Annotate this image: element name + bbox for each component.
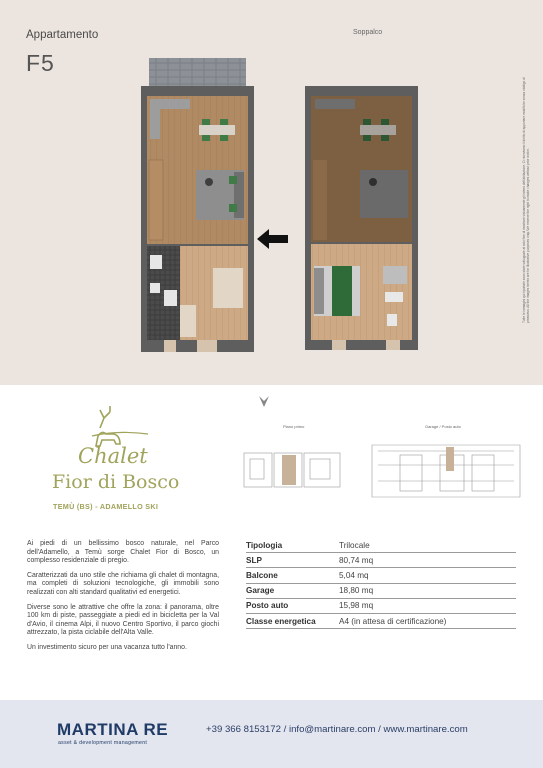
table-row [246,598,516,613]
spec-label: Tipologia [246,538,339,553]
spec-label: Classe energetica [246,613,339,628]
table-row [246,583,516,598]
compass-icon [258,395,270,409]
spec-value: 80,74 mq [339,553,516,568]
brand-tagline: asset & development management [58,740,148,746]
table-row [246,538,516,553]
logo-line3: TEMÙ (BS) - ADAMELLO SKI [53,502,159,511]
spec-value: 5,04 mq [339,568,516,583]
table-row [246,613,516,628]
logo-line2: Fior di Bosco [52,471,180,493]
spec-value: Trilocale [339,538,516,553]
logo-line1: Chalet [78,444,148,468]
apartment-plan [141,58,254,352]
disclaimer: Tutte le immagini qui riportate sono state sviluppate al solo fine di mostrare visivamente gli interni dell'abitazione. Ci riserviamo il diritto di apportare modifiche senza obbligo di preavviso. All the images herein are for illustrative purposes only. We reserve the right to make changes without prior notice. [522,77,530,323]
key-plan-floor-label: Piano primo [283,424,305,429]
specs-table [246,538,516,629]
loft-label: Soppalco [353,29,383,36]
spec-value: 18,80 mq [339,583,516,598]
balcony [149,58,246,88]
arrow-left-icon [257,229,289,249]
spec-label: SLP [246,553,339,568]
table-row [246,568,516,583]
key-plan-garage-label: Garage / Posto auto [425,424,461,429]
description-paragraph: Diverse sono le attrattive che offre la zona: il panorama, oltre 100 km di piste, passeggiate a piedi ed in bicicletta per la Val d'Avio, il cinema Alpi, il nuovo Centro Sportivo, il parco giochi attrezzato, la pista ciclabile dell'Alta Valle. [27,603,219,637]
contact-info: +39 366 8153172 / info@martinare.com / www.martinare.com [206,724,468,735]
description [27,540,219,659]
key-plan-highlight [282,455,296,485]
key-plan-drawing [240,435,530,505]
loft-plan [305,86,418,350]
description-paragraph: Caratterizzati da uno stile che richiama gli chalet di montagna, ma completi di soluzioni tecnologiche, gli immobili sono realizzati con alti standard qualitativi ed energetici. [27,571,219,596]
apartment-label: Appartamento [26,29,99,41]
description-paragraph: Ai piedi di un bellissimo bosco naturale, nel Parco dell'Adamello, a Temù sorge Chalet Fior di Bosco, un complesso residenziale di pregio. [27,540,219,565]
description-paragraph: Un investimento sicuro per una vacanza tutto l'anno. [27,643,187,651]
spec-label: Garage [246,583,339,598]
spec-label: Posto auto [246,598,339,613]
spec-value: A4 (in attesa di certificazione) [339,613,516,628]
spec-value: 15,98 mq [339,598,516,613]
unit-code: F5 [26,50,55,76]
brand-logo: MARTINA RE [57,720,169,739]
spec-label: Balcone [246,568,339,583]
table-row [246,553,516,568]
